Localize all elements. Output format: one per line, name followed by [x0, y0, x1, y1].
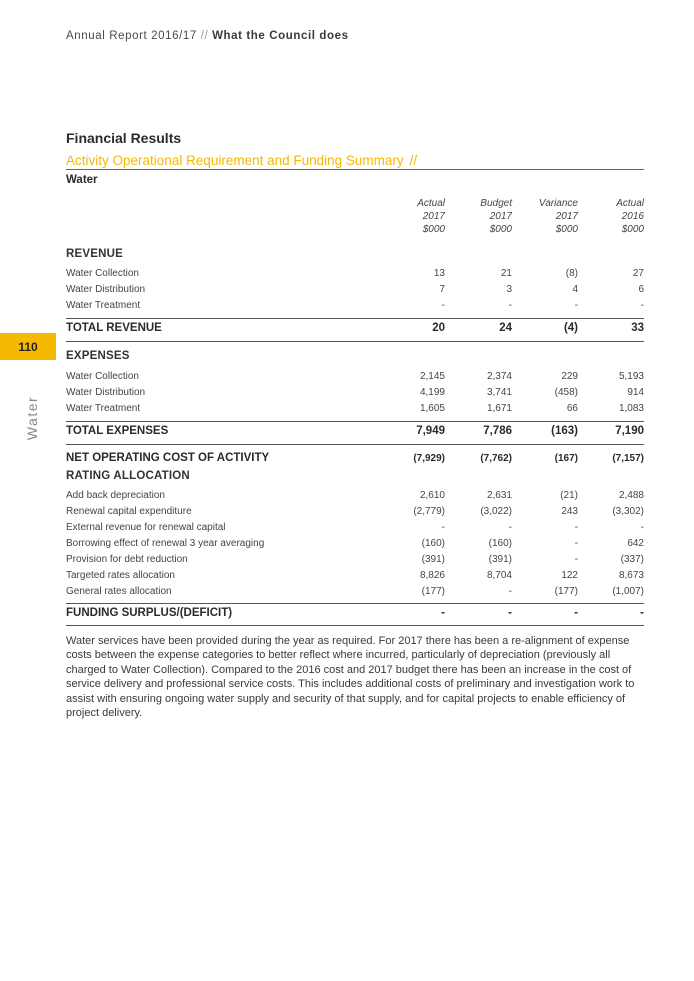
divider — [66, 341, 644, 342]
table-row: Provision for debt reduction (391) (391) - (337) — [66, 554, 644, 565]
revenue-heading: REVENUE — [66, 248, 123, 260]
column-header: Actual 2017 $000 — [417, 198, 445, 235]
total-expenses-row: TOTAL EXPENSES 7,949 7,786 (163) 7,190 — [66, 425, 644, 437]
column-header: Variance 2017 $000 — [538, 198, 578, 235]
table-row: Water Distribution 4,199 3,741 (458) 914 — [66, 387, 644, 398]
table-row: Water Treatment 1,605 1,671 66 1,083 — [66, 403, 644, 414]
table-row: Water Collection 2,145 2,374 229 5,193 — [66, 371, 644, 382]
total-revenue-row: TOTAL REVENUE 20 24 (4) 33 — [66, 322, 644, 334]
rating-allocation-heading: RATING ALLOCATION — [66, 470, 190, 482]
table-row: Water Distribution 7 3 4 6 — [66, 284, 644, 295]
column-headers — [66, 197, 644, 237]
page-number-tab: 110 — [0, 333, 56, 360]
table-row: External revenue for renewal capital - - - - — [66, 522, 644, 533]
table-row: General rates allocation (177) - (177) (1,007) — [66, 586, 644, 597]
commentary-paragraph: Water services have been provided during the year as required. For 2017 there has been a re-alignment of expense costs between the expense categories to better reflect where incurred, particularly of depreciation (previously all charged to Water Collection). Compared to the 2016 cost and 2017 budget there has been an increase in the cost of service delivery and professional service costs. This includes additional costs of preliminary and investigation work to assist with ensuring ongoing water supply and security of that supply, and for capital projects to enable efficiency of project delivery. — [66, 635, 635, 720]
divider — [66, 603, 644, 604]
running-header — [66, 30, 349, 42]
subtitle-mark: // — [409, 153, 418, 168]
table-row: Add back depreciation 2,610 2,631 (21) 2,488 — [66, 490, 644, 501]
table-row: Borrowing effect of renewal 3 year averaging (160) (160) - 642 — [66, 538, 644, 549]
header-separator: // — [200, 30, 209, 42]
activity-name: Water — [66, 174, 98, 186]
subtitle-text: Activity Operational Requirement and Funding Summary — [66, 153, 404, 168]
column-header: Budget 2017 $000 — [480, 198, 512, 235]
table-row: Targeted rates allocation 8,826 8,704 122 8,673 — [66, 570, 644, 581]
column-header: Actual 2016 $000 — [616, 198, 644, 235]
page-title: Financial Results — [66, 130, 182, 146]
divider — [66, 421, 644, 422]
table-subtitle — [66, 153, 644, 170]
table-row: Water Collection 13 21 (8) 27 — [66, 268, 644, 279]
table-row: Water Treatment - - - - — [66, 300, 644, 311]
divider — [66, 444, 644, 445]
report-title: Annual Report 2016/17 — [66, 30, 197, 42]
net-operating-cost-row: NET OPERATING COST OF ACTIVITY (7,929) (7,762) (167) (7,157) — [66, 452, 644, 464]
expenses-heading: EXPENSES — [66, 350, 130, 362]
header-section: What the Council does — [212, 30, 349, 42]
funding-surplus-row: FUNDING SURPLUS/(DEFICIT) - - - - — [66, 607, 644, 619]
table-row: Renewal capital expenditure (2,779) (3,022) 243 (3,302) — [66, 506, 644, 517]
divider — [66, 318, 644, 319]
divider — [66, 625, 644, 626]
section-side-label: Water — [24, 395, 40, 441]
